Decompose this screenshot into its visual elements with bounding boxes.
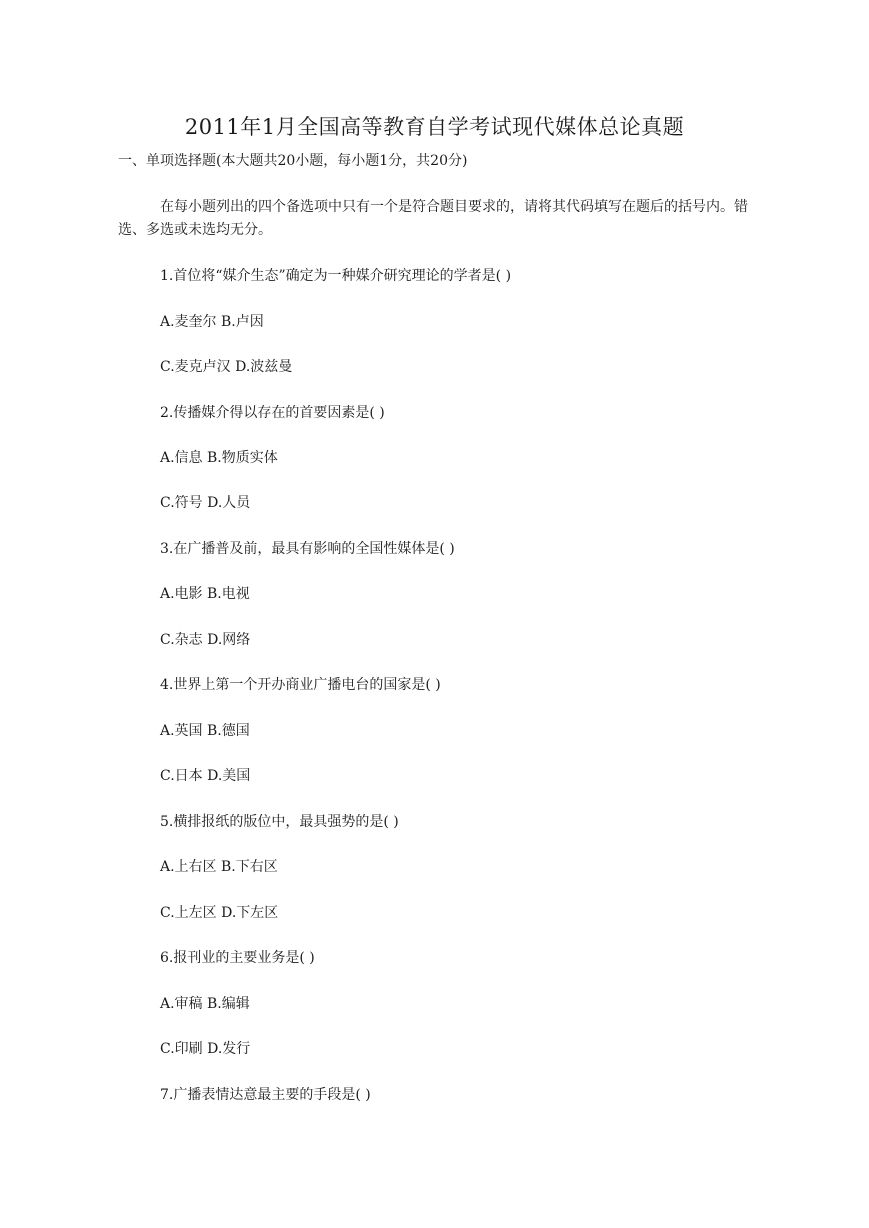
question-stem: 7.广播表情达意最主要的手段是( ) — [160, 1087, 371, 1103]
question-options: A.电影 B.电视 — [160, 586, 250, 602]
question-options: A.英国 B.德国 — [160, 723, 250, 739]
page-title: 2011年1月全国高等教育自学考试现代媒体总论真题 — [184, 115, 685, 139]
question-options: A.审稿 B.编辑 — [160, 996, 250, 1012]
question-stem: 3.在广播普及前，最具有影响的全国性媒体是( ) — [160, 541, 455, 557]
question-stem: 2.传播媒介得以存在的首要因素是( ) — [160, 405, 385, 421]
question-options: A.上右区 B.下右区 — [160, 859, 278, 875]
question-options: C.杂志 D.网络 — [160, 632, 251, 648]
question-options: C.日本 D.美国 — [160, 768, 251, 784]
question-stem: 5.横排报纸的版位中，最具强势的是( ) — [160, 814, 399, 830]
question-options: C.麦克卢汉 D.波兹曼 — [160, 359, 293, 375]
question-options: C.上左区 D.下左区 — [160, 905, 279, 921]
section-heading: 一、单项选择题(本大题共20小题，每小题1分，共20分) — [118, 153, 468, 169]
question-options: C.符号 D.人员 — [160, 495, 251, 511]
question-stem: 1.首位将“媒介生态”确定为一种媒介研究理论的学者是( ) — [160, 268, 512, 284]
question-options: A.信息 B.物质实体 — [160, 450, 278, 466]
question-options: C.印刷 D.发行 — [160, 1041, 251, 1057]
question-stem: 6.报刊业的主要业务是( ) — [160, 950, 315, 966]
question-stem: 4.世界上第一个开办商业广播电台的国家是( ) — [160, 677, 441, 693]
question-options: A.麦奎尔 B.卢因 — [160, 314, 264, 330]
instructions-paragraph: 在每小题列出的四个备选项中只有一个是符合题目要求的，请将其代码填写在题后的括号内。错选、多选或未选均无分。 — [118, 199, 748, 238]
